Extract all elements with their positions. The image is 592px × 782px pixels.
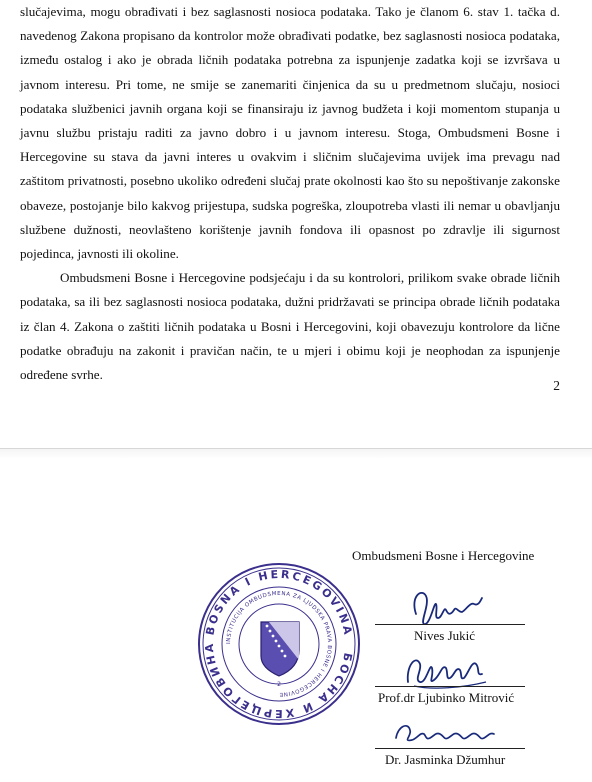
seal-outer-text-cyrillic: БОСНА И ХЕРЦЕГОВИНА	[202, 641, 355, 721]
body-text	[20, 0, 560, 387]
svg-text:2: 2	[277, 681, 281, 688]
institution-name: Ombudsmeni Bosne i Hercegovine	[352, 548, 535, 563]
page-number: 2	[553, 378, 560, 393]
paragraph-1: slučajevima, mogu obrađivati i bez saglasnosti nosioca podataka. Tako je članom 6. stav 1. tačka d. navedenog Zakona propisano da kontrolor može obrađivati podatke, bez saglasnosti nosioca podataka, između ostalog i ako je obrada ličnih podataka potrebna za ispunjenje zadatka koji se izvršava u javnom interesu. Pri tome, ne smije se zanemariti činjenica da su u predmetnom slučaju, nosioci podataka službenici javnih organa koji se finansiraju iz javnog budžeta i koji momentom stupanja u javnu službu pristaju raditi za javno dobro i u javnom interesu. Stoga, Ombudsmeni Bosne i Hercegovine su stava da javni interes u ovakvim i sličnim slučajevima uvijek ima prevagu nad zaštitom privatnosti, posebno ukoliko određeni slučaj prate okolnosti kao što su nepoštivanje zakonske obaveze, postojanje bilo kakvog prijestupa, sudska pogreška, zloupotreba vlasti ili nemar u obavljanju službene dužnosti, neovlašteno korištenje javnih fondova ili opasnost po zdravlje ili sigurnost pojedinca, javnosti ili okoline.	[20, 4, 560, 262]
paragraph-2: Ombudsmeni Bosne i Hercegovine podsjećaju i da su kontrolori, prilikom svake obrade ličnih podataka, sa ili bez saglasnosti nosioca podataka, dužni pridržavati se principa obrade ličnih podataka iz član 4. Zakona o zaštiti ličnih podataka u Bosni i Hercegovini, koji obavezuju kontrolore da lične podatke obrađuju na zakonit i pravičan način, te u mjeri i obimu koji je neophodan za ispunjenje određene svrhe.	[20, 270, 560, 383]
signer-2-name: Prof.dr Ljubinko Mitrović	[378, 690, 515, 705]
signature-line-2	[375, 686, 525, 687]
signature-line-1	[375, 624, 525, 625]
signer-1-name: Nives Jukić	[414, 628, 476, 643]
seal-outer-text: BOSNA I HERCEGOVINA	[203, 567, 355, 638]
official-seal-icon	[195, 560, 363, 728]
coat-of-arms-icon	[261, 622, 299, 676]
signer-3-name: Dr. Jasminka Džumhur	[385, 752, 506, 767]
signature-3-icon	[392, 718, 502, 748]
seal-inner-text: INSTITUCIJA OMBUDSMENA ZA LJUDSKA PRAVA BOSNE I HERCEGOVINE	[225, 590, 333, 698]
signature-line-3	[375, 748, 525, 749]
signature-2-icon	[402, 646, 492, 696]
